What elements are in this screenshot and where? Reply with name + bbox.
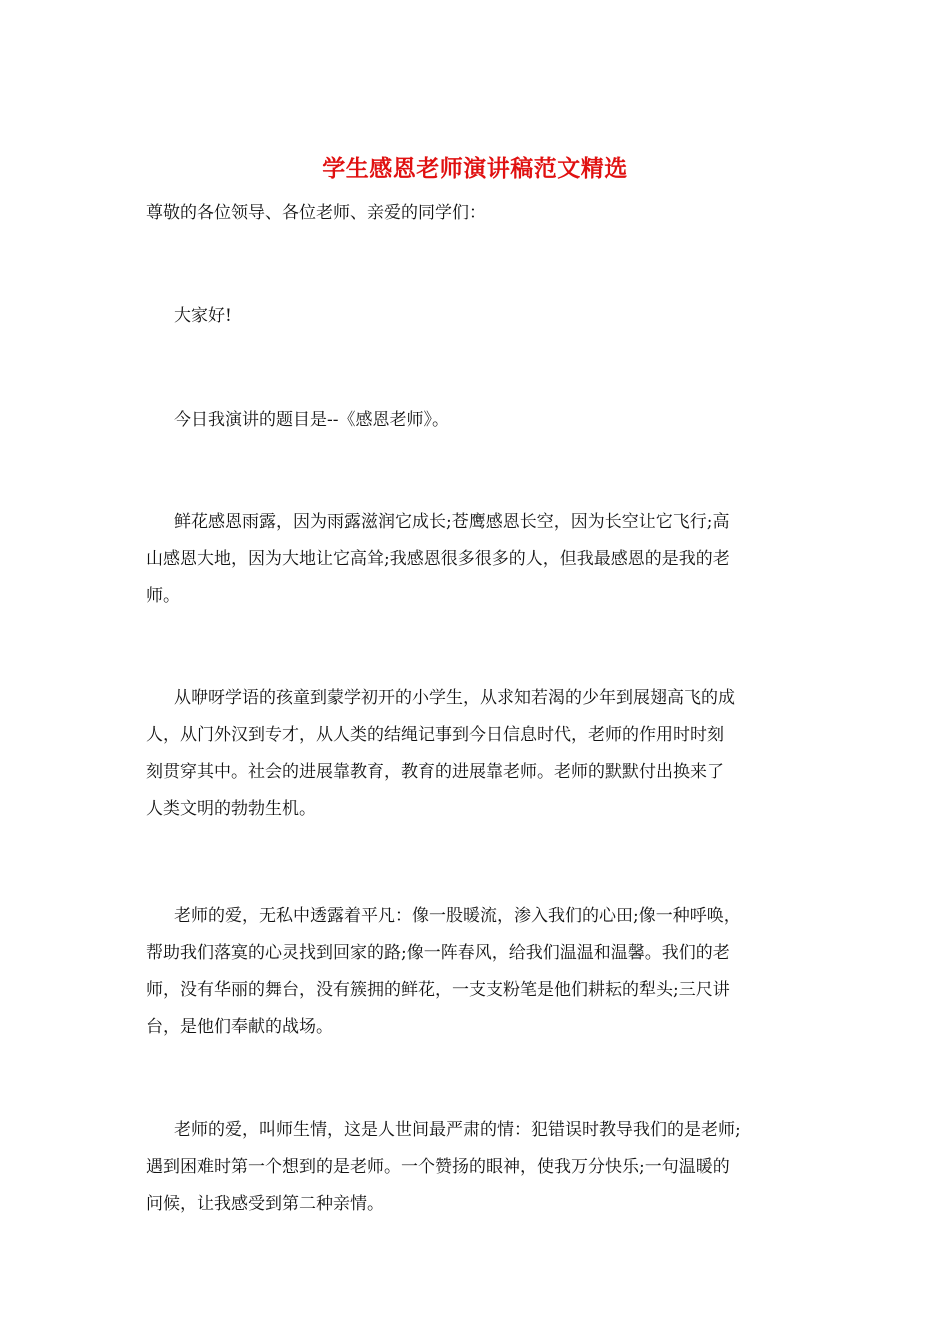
salutation: 尊敬的各位领导、各位老师、亲爱的同学们： xyxy=(146,203,486,223)
paragraph-line: 台，是他们奉献的战场。 xyxy=(146,1017,333,1037)
paragraph-line: 师。 xyxy=(146,586,180,606)
paragraph-line: 老师的爱，叫师生情，这是人世间最严肃的情：犯错误时教导我们的是老师; xyxy=(174,1120,741,1140)
greeting-text: 大家好! xyxy=(174,306,232,326)
paragraph-line: 老师的爱，无私中透露着平凡：像一股暖流，渗入我们的心田;像一种呼唤， xyxy=(174,906,741,926)
paragraph-line: 帮助我们落寞的心灵找到回家的路;像一阵春风，给我们温温和温馨。我们的老 xyxy=(146,943,730,963)
paragraph-4 xyxy=(146,1112,806,1223)
paragraph-line: 刻贯穿其中。社会的进展靠教育，教育的进展靠老师。老师的默默付出换来了 xyxy=(146,762,724,782)
paragraph-line: 人，从门外汉到专才，从人类的结绳记事到今日信息时代，老师的作用时时刻 xyxy=(146,725,724,745)
paragraph-line: 人类文明的勃勃生机。 xyxy=(146,799,316,819)
paragraph-line: 问候，让我感受到第二种亲情。 xyxy=(146,1194,384,1214)
topic-text: 今日我演讲的题目是--《感恩老师》。 xyxy=(174,410,449,430)
document-title: 学生感恩老师演讲稿范文精选 xyxy=(322,155,628,182)
paragraph-line: 鲜花感恩雨露，因为雨露滋润它成长;苍鹰感恩长空，因为长空让它飞行;高 xyxy=(174,512,730,532)
paragraph-line: 师，没有华丽的舞台，没有簇拥的鲜花，一支支粉笔是他们耕耘的犁头;三尺讲 xyxy=(146,980,730,1000)
topic-paragraph xyxy=(146,402,806,439)
paragraph-line: 山感恩大地，因为大地让它高耸;我感恩很多很多的人，但我最感恩的是我的老 xyxy=(146,549,730,569)
paragraph-2 xyxy=(146,680,806,828)
paragraph-line: 从咿呀学语的孩童到蒙学初开的小学生，从求知若渴的少年到展翅高飞的成 xyxy=(174,688,735,708)
paragraph-1 xyxy=(146,504,806,615)
greeting-paragraph xyxy=(146,298,806,335)
paragraph-3 xyxy=(146,898,806,1046)
paragraph-line: 遇到困难时第一个想到的是老师。一个赞扬的眼神，使我万分快乐;一句温暖的 xyxy=(146,1157,730,1177)
